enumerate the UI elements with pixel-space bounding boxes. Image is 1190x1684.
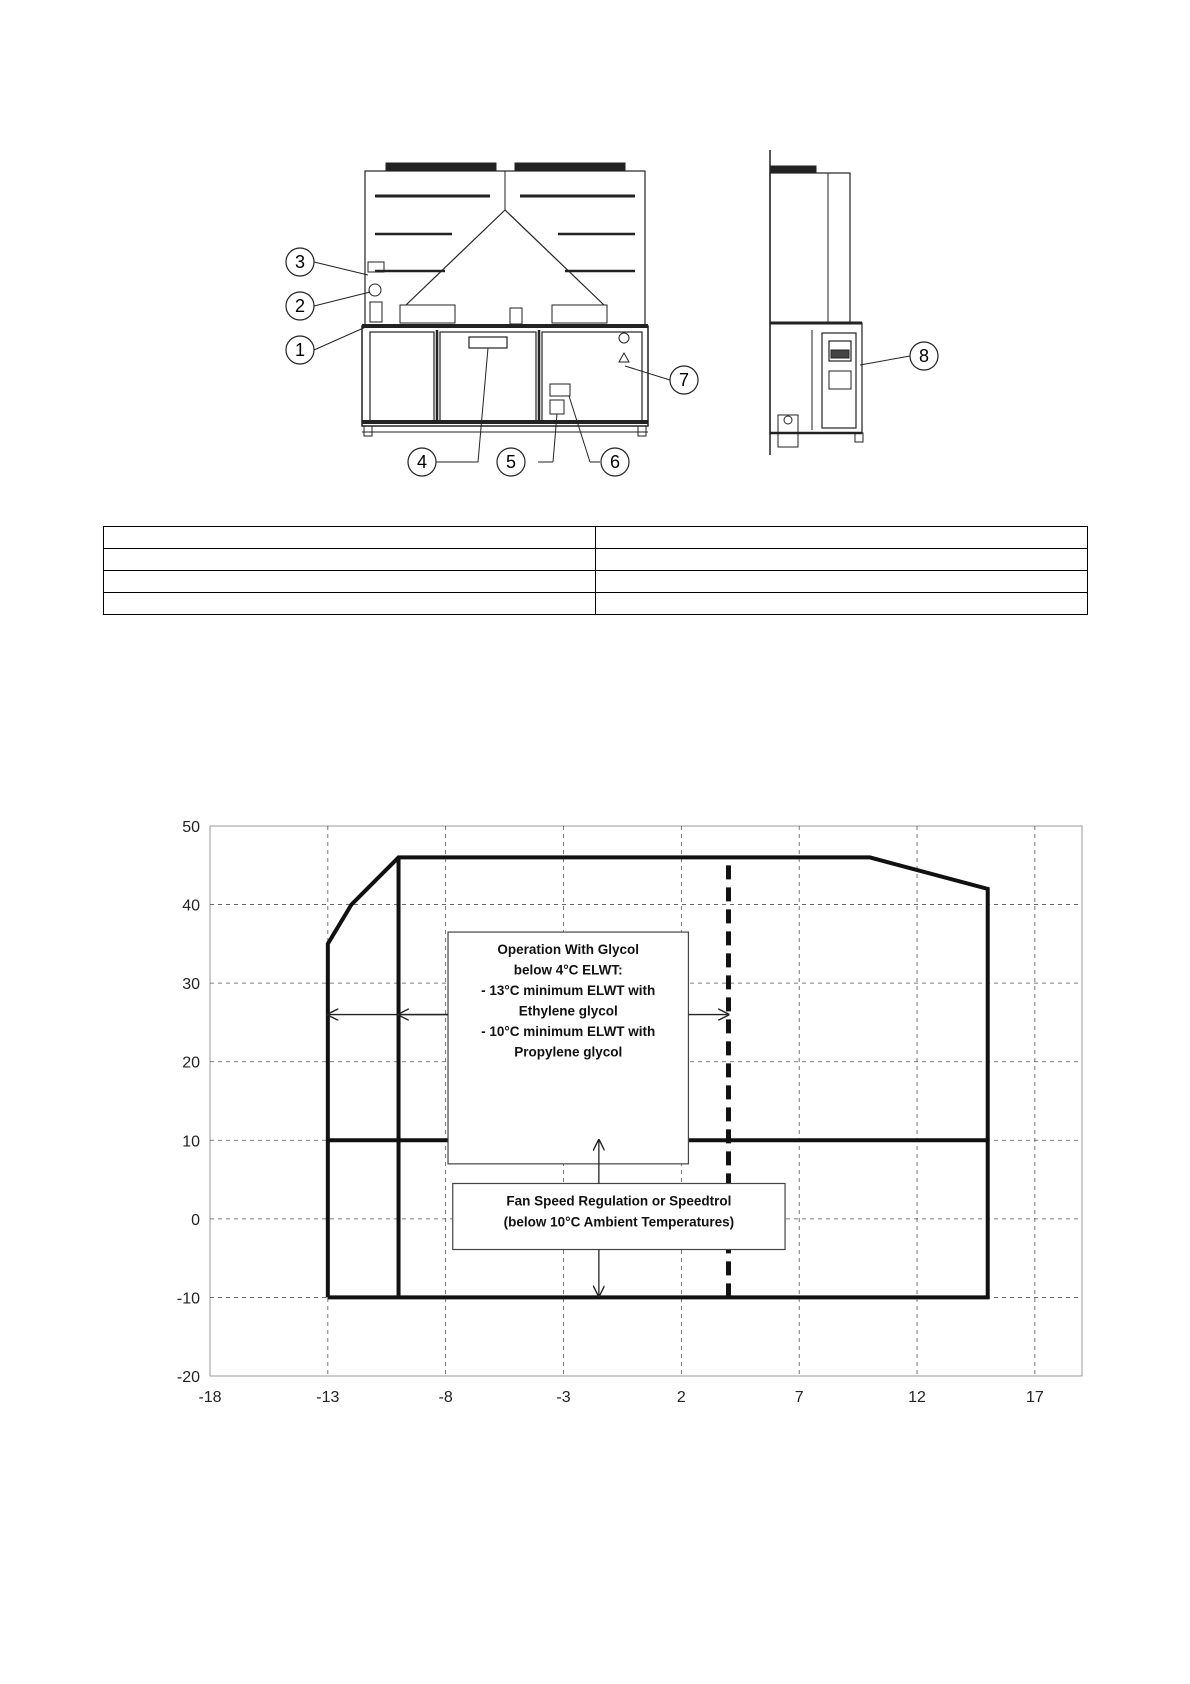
table-cell [104, 571, 596, 593]
callout-8 [910, 342, 938, 370]
table-cell [104, 593, 596, 615]
glycol-note-line: Propylene glycol [514, 1044, 623, 1060]
svg-text:7: 7 [678, 370, 690, 390]
x-tick-label: -18 [198, 1389, 222, 1406]
y-tick-label: 30 [182, 976, 200, 994]
glycol-note-line: Operation With Glycol [497, 942, 640, 958]
chart-annotations [328, 932, 785, 1296]
front-view-drawing [362, 163, 648, 436]
fan-note-line: Fan Speed Regulation or Speedtrol [506, 1193, 732, 1209]
y-tick-label: 10 [182, 1133, 200, 1151]
svg-text:2: 2 [294, 296, 306, 316]
glycol-note-line: - 13°C minimum ELWT with [481, 983, 656, 999]
table-row [104, 549, 1088, 571]
svg-text:5: 5 [505, 452, 517, 472]
svg-text:4: 4 [416, 452, 428, 472]
x-tick-label: -13 [316, 1389, 340, 1406]
callout-7 [670, 366, 698, 394]
y-tick-label: 50 [182, 819, 200, 836]
y-tick-label: 40 [182, 897, 200, 915]
x-tick-label: 2 [676, 1389, 686, 1406]
callout-2 [286, 292, 314, 320]
table-cell [596, 549, 1088, 571]
table-cell [596, 593, 1088, 615]
svg-text:1: 1 [294, 340, 306, 360]
fan-note-line: (below 10°C Ambient Temperatures) [503, 1214, 735, 1230]
glycol-note-line: below 4°C ELWT: [513, 962, 623, 978]
x-tick-label: -8 [438, 1389, 453, 1406]
y-tick-label: -20 [176, 1369, 200, 1386]
table-row [104, 527, 1088, 549]
table-row [104, 593, 1088, 615]
unit-drawings [0, 0, 1190, 480]
callout-6 [601, 448, 629, 476]
y-tick-label: -10 [176, 1290, 200, 1308]
table-cell [104, 527, 596, 549]
table-cell [596, 571, 1088, 593]
table-cell [104, 549, 596, 571]
table-cell [596, 527, 1088, 549]
side-view-drawing [770, 150, 863, 455]
y-tick-label: 0 [191, 1211, 200, 1229]
x-tick-label: 17 [1025, 1389, 1044, 1406]
x-tick-label: 7 [794, 1389, 804, 1406]
glycol-note-line: Ethylene glycol [518, 1003, 618, 1019]
legend-table [103, 526, 1088, 615]
operating-envelope-chart [150, 810, 1100, 1430]
svg-text:3: 3 [294, 252, 306, 272]
callout-1 [286, 336, 314, 364]
x-tick-label: -3 [556, 1389, 571, 1406]
glycol-note-line: - 10°C minimum ELWT with [481, 1024, 656, 1040]
y-tick-label: 20 [182, 1054, 200, 1072]
table-row [104, 571, 1088, 593]
svg-text:6: 6 [609, 452, 621, 472]
callout-4 [408, 448, 436, 476]
svg-text:8: 8 [918, 346, 930, 366]
x-tick-label: 12 [908, 1389, 926, 1406]
callout-3 [286, 248, 314, 276]
callout-5 [497, 448, 525, 476]
